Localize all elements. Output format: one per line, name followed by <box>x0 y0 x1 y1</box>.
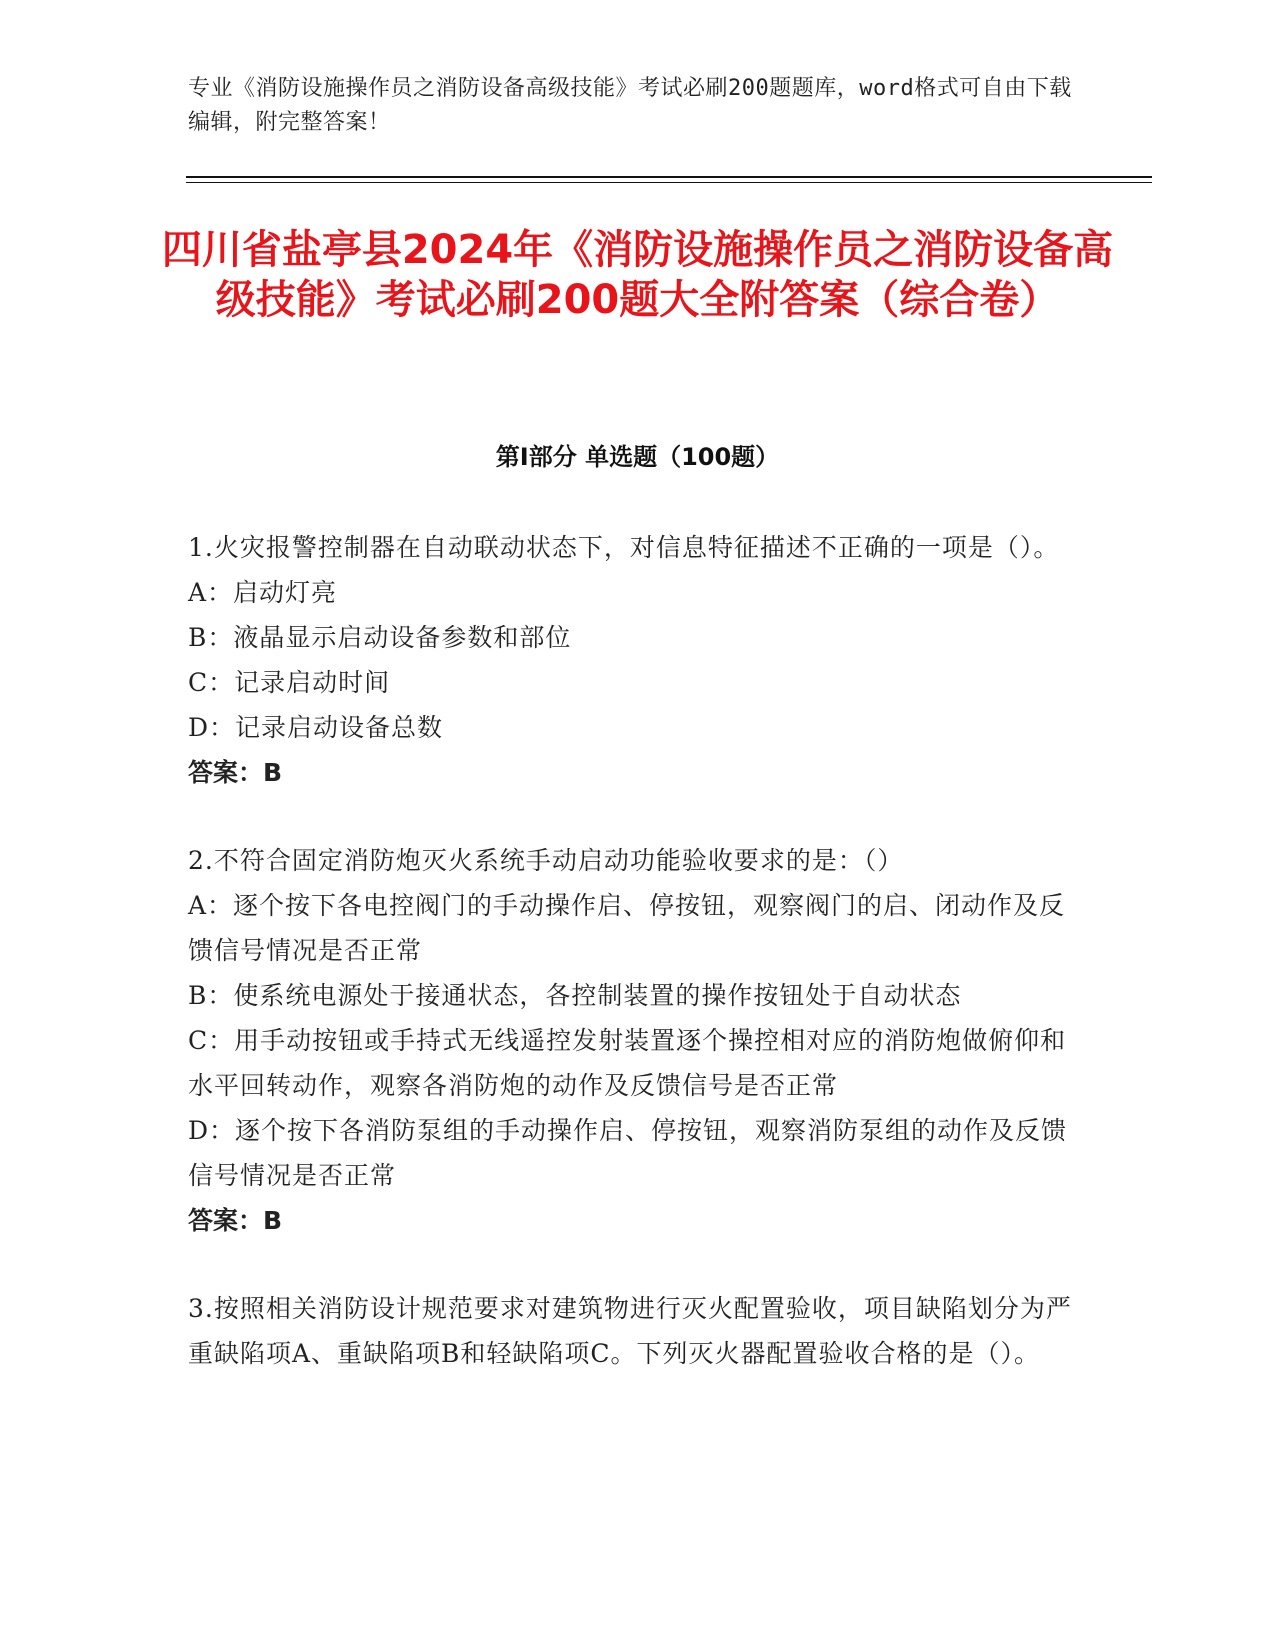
answer: 答案：B <box>188 1206 283 1235</box>
divider-thin <box>186 182 1152 183</box>
answer: 答案：B <box>188 758 283 787</box>
section-heading: 第I部分 单选题（100题） <box>495 443 780 471</box>
question-list <box>188 525 1078 1419</box>
option-b: B：液晶显示启动设备参数和部位 <box>188 623 572 652</box>
question-stem: 3.按照相关消防设计规范要求对建筑物进行灭火配置验收，项目缺陷划分为严重缺陷项A、重缺陷项B和轻缺陷项C。下列灭火器配置验收合格的是（）。 <box>188 1294 1072 1368</box>
question-1 <box>188 525 1078 795</box>
header-note: 专业《消防设施操作员之消防设备高级技能》考试必刷200题题库，word格式可自由下载编辑，附完整答案！ <box>188 76 1072 135</box>
option-d: D：逐个按下各消防泵组的手动操作启、停按钮，观察消防泵组的动作及反馈信号情况是否正常 <box>188 1116 1068 1190</box>
divider-thick <box>186 176 1152 178</box>
question-stem: 1.火灾报警控制器在自动联动状态下，对信息特征描述不正确的一项是（）。 <box>188 533 1060 562</box>
option-a: A：启动灯亮 <box>188 578 338 607</box>
option-a: A：逐个按下各电控阀门的手动操作启、停按钮，观察阀门的启、闭动作及反馈信号情况是否正常 <box>188 891 1066 965</box>
option-c: C：记录启动时间 <box>188 668 391 697</box>
option-b: B：使系统电源处于接通状态，各控制装置的操作按钮处于自动状态 <box>188 981 962 1010</box>
option-d: D：记录启动设备总数 <box>188 713 444 742</box>
question-stem: 2.不符合固定消防炮灭火系统手动启动功能验收要求的是：（） <box>188 846 904 875</box>
question-2 <box>188 838 1078 1243</box>
document-title: 四川省盐亭县2024年《消防设施操作员之消防设备高级技能》考试必刷200题大全附答案（综合卷） <box>161 227 1114 323</box>
option-c: C：用手动按钮或手持式无线遥控发射装置逐个操控相对应的消防炮做俯仰和水平回转动作，观察各消防炮的动作及反馈信号是否正常 <box>188 1026 1067 1100</box>
question-3 <box>188 1286 1078 1376</box>
